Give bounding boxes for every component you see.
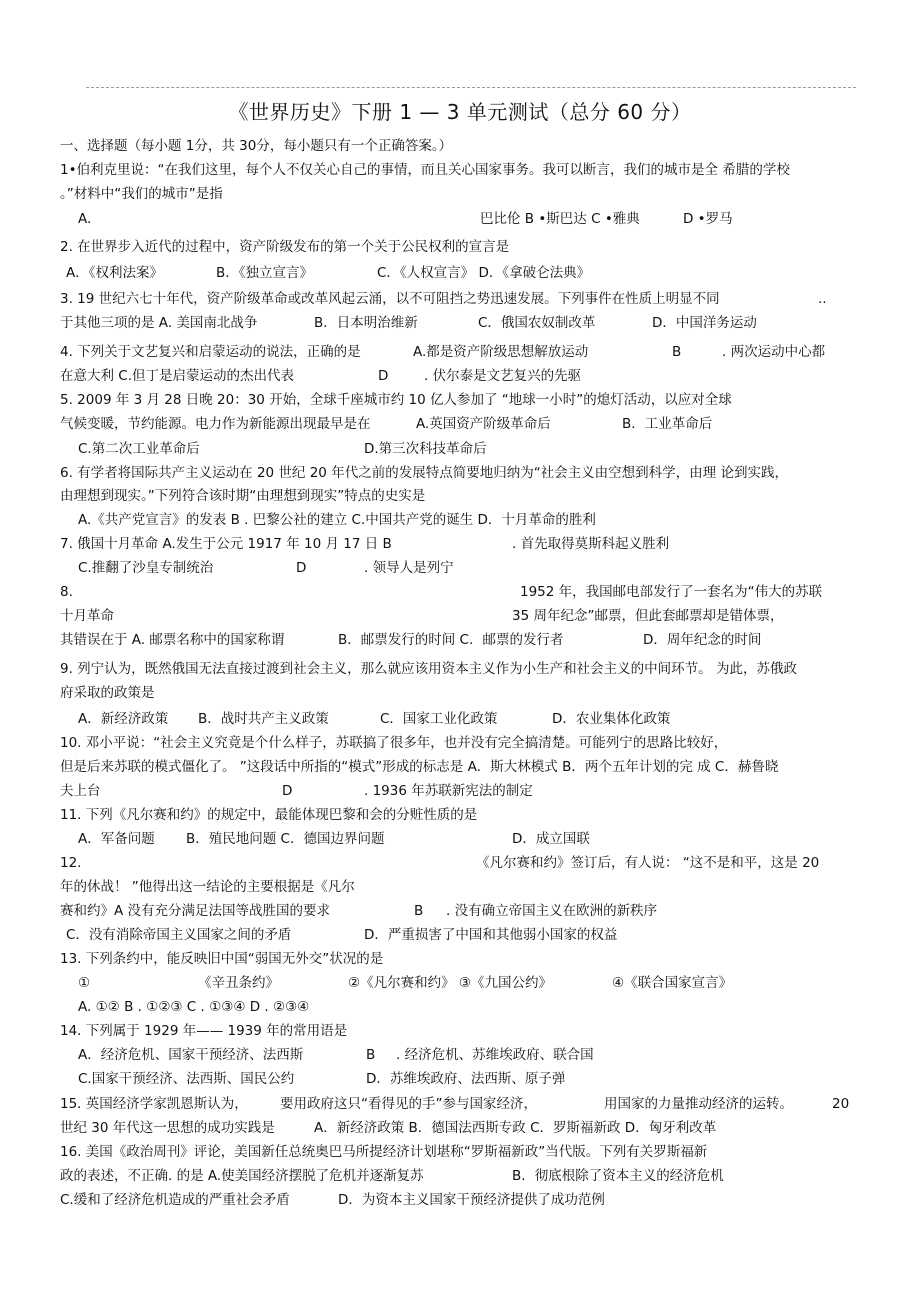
q12-option-b: . 没有确立帝国主义在欧洲的新秩序: [446, 903, 658, 919]
q16-option-b: B．彻底根除了资本主义的经济危机: [512, 1168, 724, 1184]
q6-options: A.《共产党宣言》的发表 B . 巴黎公社的建立 C.中国共产党的诞生 D．十月革命的胜利: [78, 512, 596, 528]
q13-options: A. ①② B . ①②③ C . ①③④ D . ②③④: [78, 999, 310, 1015]
q16-option-c: C.缓和了经济危机造成的严重社会矛盾: [60, 1192, 290, 1208]
q1-line-1: 1•伯利克里说：“在我们这里，每个人不仅关心自己的事情，而且关心国家事务。我可以断言，我们的城市是全 希腊的学校: [60, 162, 790, 178]
q2-stem: 2. 在世界步入近代的过程中，资产阶级发布的第一个关于公民权利的宣言是: [60, 239, 510, 255]
q15-line-1d: 20: [832, 1096, 850, 1112]
q8-option-a: 其错误在于 A. 邮票名称中的国家称谓: [60, 632, 285, 648]
q9-option-d: D．农业集体化政策: [552, 711, 671, 727]
q8-line-2a: 十月革命: [60, 608, 114, 624]
q12-number: 12.: [60, 855, 82, 871]
q3-line-1: 3. 19 世纪六七十年代，资产阶级革命或改革风起云涌，以不可阻挡之势迅速发展。下列事件在性质上明显不同: [60, 291, 720, 307]
q15-line-1a: 15. 英国经济学家凯恩斯认为，: [60, 1096, 248, 1112]
q3-option-a: 于其他三项的是 A. 美国南北战争: [60, 315, 258, 331]
q11-option-d: D．成立国联: [512, 831, 590, 847]
q8-line-1: 1952 年，我国邮电部发行了一套名为“伟大的苏联: [520, 584, 823, 600]
q14-option-b: . 经济危机、苏维埃政府、联合国: [396, 1047, 594, 1063]
q15-options: A．新经济政策 B．德国法西斯专政 C．罗斯福新政 D．匈牙利改革: [314, 1120, 717, 1136]
q12-line-1: 《凡尔赛和约》签订后，有人说： “这不是和平，这是 20: [476, 855, 820, 871]
q7-option-b: . 首先取得莫斯科起义胜利: [512, 536, 670, 552]
q4-option-a: A.都是资产阶级思想解放运动: [413, 344, 589, 360]
q1-options-bc: 巴比伦 B •斯巴达 C •雅典: [480, 211, 640, 227]
q10-option-d-label: D: [282, 783, 293, 799]
q3-emphasis-dots: ..: [818, 291, 827, 307]
q14-option-c: C.国家干预经济、法西斯、国民公约: [78, 1071, 295, 1087]
q12-option-b-label: B: [414, 903, 424, 919]
q9-option-c: C．国家工业化政策: [380, 711, 498, 727]
q10-line-1: 10. 邓小平说：“社会主义究竟是个什么样子，苏联搞了很多年，也并没有完全搞清楚。可能列宁的思路比较好，: [60, 735, 728, 751]
q5-option-a: A.英国资产阶级革命后: [416, 416, 551, 432]
q14-stem: 14. 下列属于 1929 年—— 1939 年的常用语是: [60, 1023, 348, 1039]
q13-items-2-3: ②《凡尔赛和约》 ③《九国公约》: [348, 975, 552, 991]
q10-line-3: 夫上台: [60, 783, 101, 799]
q15-line-2: 世纪 30 年代这一思想的成功实践是: [60, 1120, 275, 1136]
q12-option-c: C．没有消除帝国主义国家之间的矛盾: [66, 927, 292, 943]
q10-option-d: . 1936 年苏联新宪法的制定: [364, 783, 533, 799]
q1-line-2: 。”材料中“我们的城市”是指: [60, 186, 223, 202]
q9-option-b: B．战时共产主义政策: [198, 711, 329, 727]
q13-stem: 13. 下列条约中，能反映旧中国“弱国无外交”状况的是: [60, 951, 384, 967]
q9-line-2: 府采取的政策是: [60, 685, 155, 701]
q8-option-d: D．周年纪念的时间: [643, 632, 762, 648]
q2-options-cd: C．《人权宣言》 D．《拿破仑法典》: [377, 265, 591, 281]
q5-line-2: 气候变暖，节约能源。电力作为新能源出现最早是在: [60, 416, 371, 432]
q2-option-b: B．《独立宣言》: [216, 265, 314, 281]
section-heading: 一、选择题（每小题 1分，共 30分，每小题只有一个正确答案。）: [60, 138, 453, 154]
q2-option-a: A．《权利法案》: [66, 265, 163, 281]
q9-line-1: 9. 列宁认为，既然俄国无法直接过渡到社会主义，那么就应该用资本主义作为小生产和社会主义的中间环节。 为此，苏俄政: [60, 661, 797, 677]
q5-option-d: D.第三次科技革命后: [364, 441, 487, 457]
q6-line-1: 6. 有学者将国际共产主义运动在 20 世纪 20 年代之前的发展特点简要地归纳为“社会主义由空想到科学，由理 论到实践，: [60, 465, 788, 481]
q4-option-b-label: B: [672, 344, 682, 360]
q4-option-d-label: D: [378, 368, 389, 384]
q3-option-b: B．日本明治维新: [314, 315, 418, 331]
q3-option-c: C．俄国农奴制改革: [478, 315, 596, 331]
q12-line-2: 年的休战！ ”他得出这一结论的主要根据是《凡尔: [60, 879, 355, 895]
q5-line-1: 5. 2009 年 3 月 28 日晚 20：30 开始，全球千座城市约 10 亿人参加了 “地球一小时”的熄灯活动，以应对全球: [60, 392, 732, 408]
q4-option-d: . 伏尔泰是文艺复兴的先驱: [424, 368, 582, 384]
q3-option-d: D．中国洋务运动: [652, 315, 757, 331]
q7-option-d: . 领导人是列宁: [364, 560, 454, 576]
q6-line-2: 由理想到现实。”下列符合该时期“由理想到现实”特点的史实是: [60, 488, 426, 504]
q14-option-d: D．苏维埃政府、法西斯、原子弹: [366, 1071, 566, 1087]
q13-item-1: 《辛丑条约》: [198, 975, 279, 991]
q8-number: 8.: [60, 584, 73, 600]
q11-options-bc: B．殖民地问题 C．德国边界问题: [186, 831, 385, 847]
q4-option-c: 在意大利 C.但丁是启蒙运动的杰出代表: [60, 368, 295, 384]
q13-item-4: ④《联合国家宣言》: [612, 975, 733, 991]
page-title: 《世界历史》下册 1 — 3 单元测试（总分 60 分）: [228, 100, 692, 124]
q4-stem: 4. 下列关于文艺复兴和启蒙运动的说法，正确的是: [60, 344, 361, 360]
q11-option-a: A．军备问题: [78, 831, 155, 847]
q12-option-a: 赛和约》A 没有充分满足法国等战胜国的要求: [60, 903, 331, 919]
q7-stem: 7. 俄国十月革命 A.发生于公元 1917 年 10 月 17 日 B: [60, 536, 392, 552]
q10-line-2: 但是后来苏联的模式僵化了。 ”这段话中所指的“模式”形成的标志是 A．斯大林模式 B．两个五年计划的完 成 C．赫鲁晓: [60, 759, 779, 775]
q15-line-1b: 要用政府这只“看得见的手”参与国家经济，: [280, 1096, 537, 1112]
q1-option-d: D •罗马: [683, 211, 733, 227]
q5-option-c: C.第二次工业革命后: [78, 441, 200, 457]
q14-option-a: A．经济危机、国家干预经济、法西斯: [78, 1047, 304, 1063]
q8-options-bc: B．邮票发行的时间 C．邮票的发行者: [338, 632, 564, 648]
q7-option-c: C.推翻了沙皇专制统治: [78, 560, 214, 576]
q1-option-a: A.: [78, 211, 92, 227]
q4-option-b: . 两次运动中心都: [722, 344, 826, 360]
q8-line-2b: 35 周年纪念”邮票，但此套邮票却是错体票，: [512, 608, 784, 624]
q14-option-b-label: B: [366, 1047, 376, 1063]
q12-option-d: D．严重损害了中国和其他弱小国家的权益: [364, 927, 618, 943]
q11-stem: 11. 下列《凡尔赛和约》的规定中，最能体现巴黎和会的分赃性质的是: [60, 807, 478, 823]
q16-line-1: 16. 美国《政治周刊》评论，美国新任总统奥巴马所提经济计划堪称“罗斯福新政”当代版。下列有关罗斯福新: [60, 1144, 708, 1160]
top-dashed-rule: [86, 87, 856, 88]
q5-option-b: B．工业革命后: [622, 416, 713, 432]
q7-option-d-label: D: [296, 560, 307, 576]
q13-item-1-mark: ①: [78, 975, 91, 991]
q15-line-1c: 用国家的力量推动经济的运转。: [604, 1096, 793, 1112]
q9-option-a: A．新经济政策: [78, 711, 169, 727]
q16-option-d: D．为资本主义国家干预经济提供了成功范例: [338, 1192, 605, 1208]
q16-line-2: 政的表述，不正确. 的是 A.使美国经济摆脱了危机并逐渐复苏: [60, 1168, 424, 1184]
